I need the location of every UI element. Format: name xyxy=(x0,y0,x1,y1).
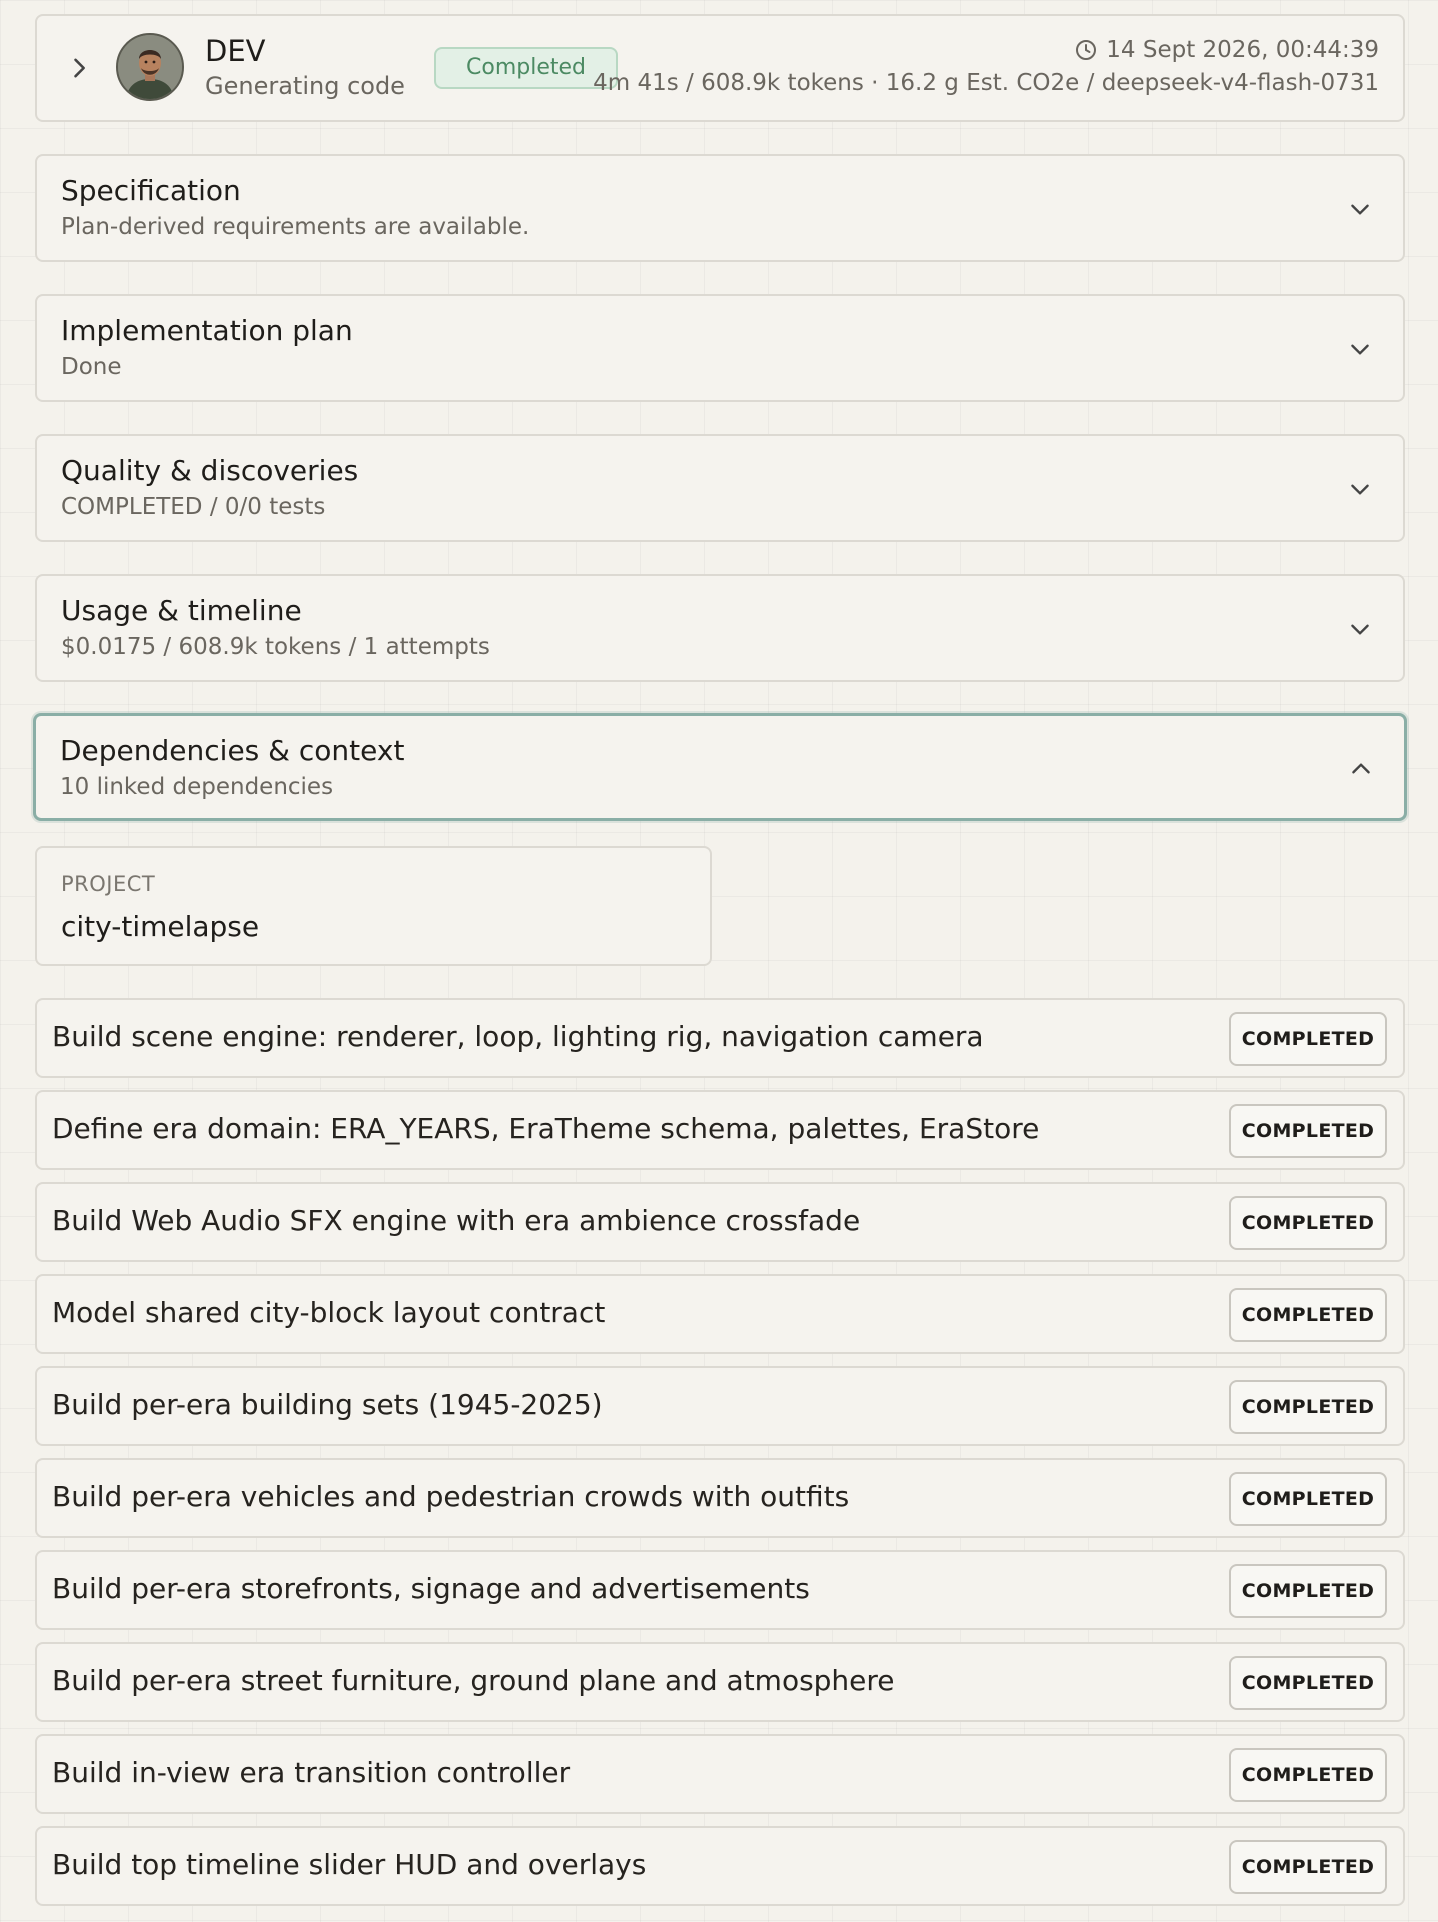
dependency-row[interactable] xyxy=(35,1182,1405,1262)
section-subtitle: Plan-derived requirements are available. xyxy=(61,214,530,240)
dependency-title: Build per-era building sets (1945-2025) xyxy=(52,1388,603,1421)
usage-meta: 4m 41s / 608.9k tokens · 16.2 g Est. CO2e / deepseek-v4-flash-0731 xyxy=(593,70,1379,96)
status-badge: Completed xyxy=(434,47,618,89)
dependency-status-badge: COMPLETED xyxy=(1229,1288,1387,1342)
dependency-title: Build scene engine: renderer, loop, lighting rig, navigation camera xyxy=(52,1020,984,1053)
agent-name: DEV xyxy=(205,34,266,68)
chevron-down-icon[interactable] xyxy=(1347,616,1373,642)
dependency-status-badge: COMPLETED xyxy=(1229,1748,1387,1802)
section-dependencies-context[interactable] xyxy=(33,713,1407,821)
dependency-title: Build per-era vehicles and pedestrian crowds with outfits xyxy=(52,1480,850,1513)
dependency-title: Define era domain: ERA_YEARS, EraTheme schema, palettes, EraStore xyxy=(52,1112,1040,1145)
dependency-title: Build per-era street furniture, ground plane and atmosphere xyxy=(52,1664,895,1697)
project-card xyxy=(35,846,712,966)
agent-activity: Generating code xyxy=(205,72,405,100)
section-title: Implementation plan xyxy=(61,314,353,347)
dependency-title: Build in-view era transition controller xyxy=(52,1756,571,1789)
dependency-status-badge: COMPLETED xyxy=(1229,1656,1387,1710)
project-name: city-timelapse xyxy=(61,910,260,943)
dependency-list xyxy=(35,998,1405,1918)
section-subtitle: COMPLETED / 0/0 tests xyxy=(61,494,326,520)
dependency-status-badge: COMPLETED xyxy=(1229,1564,1387,1618)
timestamp: 14 Sept 2026, 00:44:39 xyxy=(1106,37,1379,63)
dependency-row[interactable] xyxy=(35,1458,1405,1538)
dependency-title: Build per-era storefronts, signage and advertisements xyxy=(52,1572,810,1605)
section-specification[interactable] xyxy=(35,154,1405,262)
dependency-status-badge: COMPLETED xyxy=(1229,1012,1387,1066)
dependency-row[interactable] xyxy=(35,1826,1405,1906)
avatar-portrait-icon xyxy=(118,35,182,99)
dependency-status-badge: COMPLETED xyxy=(1229,1104,1387,1158)
clock-icon xyxy=(1074,38,1098,62)
agent-run-header xyxy=(35,14,1405,122)
chevron-down-icon[interactable] xyxy=(1347,336,1373,362)
section-usage-timeline[interactable] xyxy=(35,574,1405,682)
dependency-row[interactable] xyxy=(35,1734,1405,1814)
dependency-title: Build top timeline slider HUD and overlays xyxy=(52,1848,647,1881)
dependency-status-badge: COMPLETED xyxy=(1229,1840,1387,1894)
dependency-title: Model shared city-block layout contract xyxy=(52,1296,606,1329)
dependency-status-badge: COMPLETED xyxy=(1229,1472,1387,1526)
section-implementation-plan[interactable] xyxy=(35,294,1405,402)
section-subtitle: Done xyxy=(61,354,122,380)
chevron-down-icon[interactable] xyxy=(1347,476,1373,502)
section-title: Specification xyxy=(61,174,241,207)
project-label: PROJECT xyxy=(61,872,156,896)
timestamp-row xyxy=(593,34,1379,66)
section-title: Usage & timeline xyxy=(61,594,302,627)
chevron-down-icon[interactable] xyxy=(1347,196,1373,222)
run-meta xyxy=(593,34,1379,96)
avatar xyxy=(116,33,184,101)
dependency-row[interactable] xyxy=(35,1274,1405,1354)
chevron-right-icon[interactable] xyxy=(65,54,93,82)
section-subtitle: 10 linked dependencies xyxy=(60,774,334,800)
section-title: Quality & discoveries xyxy=(61,454,359,487)
section-title: Dependencies & context xyxy=(60,734,405,767)
dependency-row[interactable] xyxy=(35,1090,1405,1170)
chevron-up-icon[interactable] xyxy=(1348,756,1374,782)
dependency-status-badge: COMPLETED xyxy=(1229,1380,1387,1434)
section-subtitle: $0.0175 / 608.9k tokens / 1 attempts xyxy=(61,634,490,660)
dependency-row[interactable] xyxy=(35,1642,1405,1722)
dependency-status-badge: COMPLETED xyxy=(1229,1196,1387,1250)
dependency-row[interactable] xyxy=(35,1366,1405,1446)
dependency-row[interactable] xyxy=(35,998,1405,1078)
section-quality-discoveries[interactable] xyxy=(35,434,1405,542)
dependency-title: Build Web Audio SFX engine with era ambience crossfade xyxy=(52,1204,861,1237)
dependency-row[interactable] xyxy=(35,1550,1405,1630)
